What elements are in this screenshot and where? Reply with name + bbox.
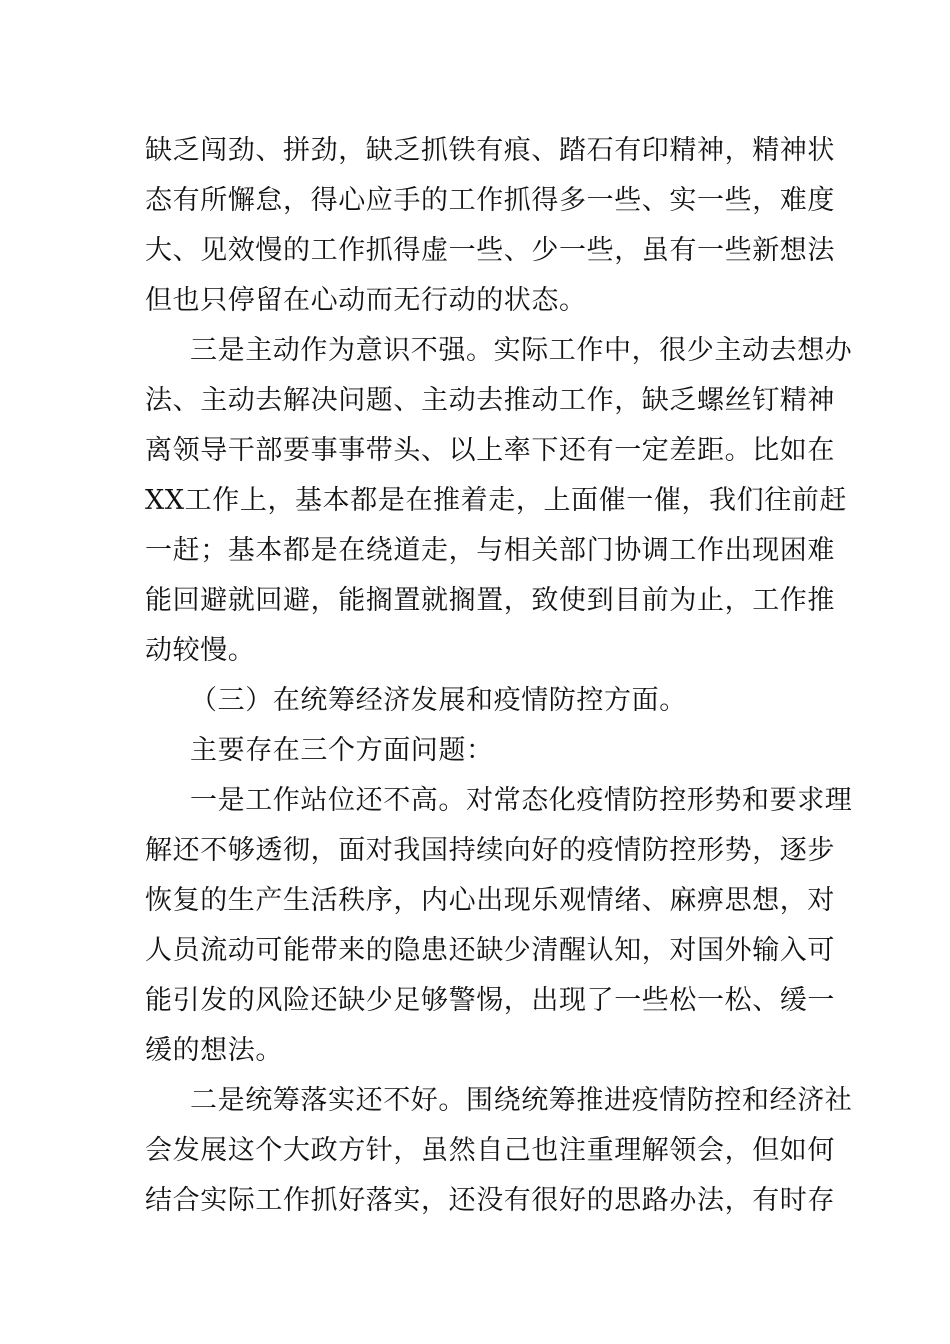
text-line: 法、主动去解决问题、主动去推动工作，缺乏螺丝钉精神 — [145, 385, 835, 416]
text-line: 人员流动可能带来的隐患还缺少清醒认知，对国外输入可 — [145, 935, 835, 966]
text-line: XX工作上，基本都是在推着走，上面催一催，我们往前赶 — [145, 485, 848, 516]
text-line: 大、见效慢的工作抓得虚一些、少一些，虽有一些新想法 — [145, 235, 835, 266]
text-line: 缓的想法。 — [145, 1035, 283, 1066]
paragraph-start-line: 主要存在三个方面问题： — [190, 735, 494, 766]
text-line: 能引发的风险还缺少足够警惕，出现了一些松一松、缓一 — [145, 985, 835, 1016]
paragraph-start-line: 一是工作站位还不高。对常态化疫情防控形势和要求理 — [190, 785, 853, 816]
text-line: 一赶；基本都是在绕道走，与相关部门协调工作出现困难 — [145, 535, 835, 566]
text-line: 离领导干部要事事带头、以上率下还有一定差距。比如在 — [145, 435, 835, 466]
paragraph-start-line: 二是统筹落实还不好。围绕统筹推进疫情防控和经济社 — [190, 1085, 853, 1116]
text-line: 会发展这个大政方针，虽然自己也注重理解领会，但如何 — [145, 1135, 835, 1166]
text-line: 动较慢。 — [145, 635, 256, 666]
text-line: 能回避就回避，能搁置就搁置，致使到目前为止，工作推 — [145, 585, 835, 616]
section-heading: （三）在统筹经济发展和疫情防控方面。 — [190, 685, 687, 716]
text-line: 恢复的生产生活秩序，内心出现乐观情绪、麻痹思想，对 — [145, 885, 835, 916]
text-line: 态有所懈怠，得心应手的工作抓得多一些、实一些，难度 — [145, 185, 835, 216]
text-line: 解还不够透彻，面对我国持续向好的疫情防控形势，逐步 — [145, 835, 835, 866]
text-line: 缺乏闯劲、拼劲，缺乏抓铁有痕、踏石有印精神，精神状 — [145, 135, 835, 166]
text-line: 但也只停留在心动而无行动的状态。 — [145, 285, 587, 316]
text-line: 结合实际工作抓好落实，还没有很好的思路办法，有时存 — [145, 1185, 835, 1216]
paragraph-start-line: 三是主动作为意识不强。实际工作中，很少主动去想办 — [190, 335, 853, 366]
